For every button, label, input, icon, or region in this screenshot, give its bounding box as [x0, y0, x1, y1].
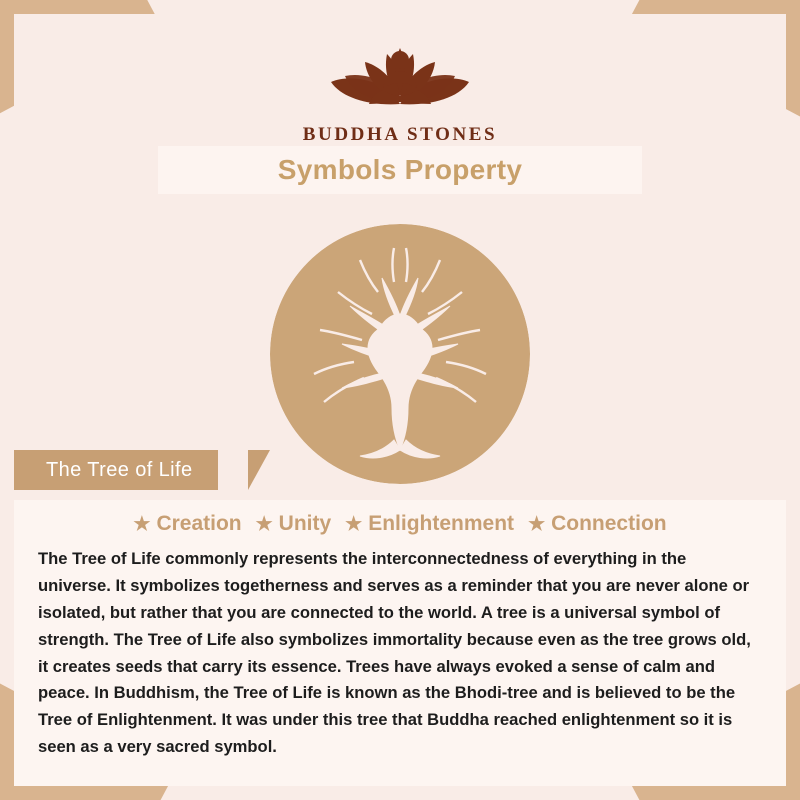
keyword-item [256, 512, 332, 536]
keyword-label: Unity [278, 512, 332, 535]
page-title: Symbols Property [277, 154, 523, 185]
keyword-item [133, 512, 241, 536]
description-panel [14, 500, 786, 786]
section-label-text: The Tree of Life [46, 458, 193, 481]
star-icon: ★ [528, 513, 546, 535]
keyword-label: Creation [156, 512, 242, 535]
brand-logo [0, 20, 800, 146]
keyword-label: Connection [551, 512, 667, 535]
star-icon: ★ [255, 513, 273, 535]
lotus-meditation-icon [305, 20, 495, 120]
description-paragraph: The Tree of Life commonly represents the interconnectedness of everything in the universe. It symbolizes togetherness and serves as a reminder that you are never alone or isolated, but rather that you are connected to the world. A tree is a universal symbol of strength. The Tree of Life also symbolizes immortality because even as the tree grows old, it creates seeds that carry its essence. Trees have always evoked a sense of calm and peace. In Buddhism, the Tree of Life is known as the Bhodi-tree and is believed to be the Tree of Enlightenment. It was under this tree that Buddha reached enlightenment so it is seen as a very sacred symbol. [38, 549, 751, 757]
ribbon-tail [248, 450, 270, 490]
tree-of-life-icon [268, 222, 532, 486]
title-banner [158, 146, 642, 194]
section-label-ribbon [14, 450, 218, 490]
keyword-list [14, 500, 786, 542]
keyword-item [528, 512, 667, 536]
star-icon: ★ [133, 513, 151, 535]
keyword-item [345, 512, 514, 536]
keyword-label: Enlightenment [368, 512, 515, 535]
tree-of-life-emblem [268, 222, 532, 486]
star-icon: ★ [345, 513, 363, 535]
brand-name: BUDDHA STONES [302, 124, 498, 145]
